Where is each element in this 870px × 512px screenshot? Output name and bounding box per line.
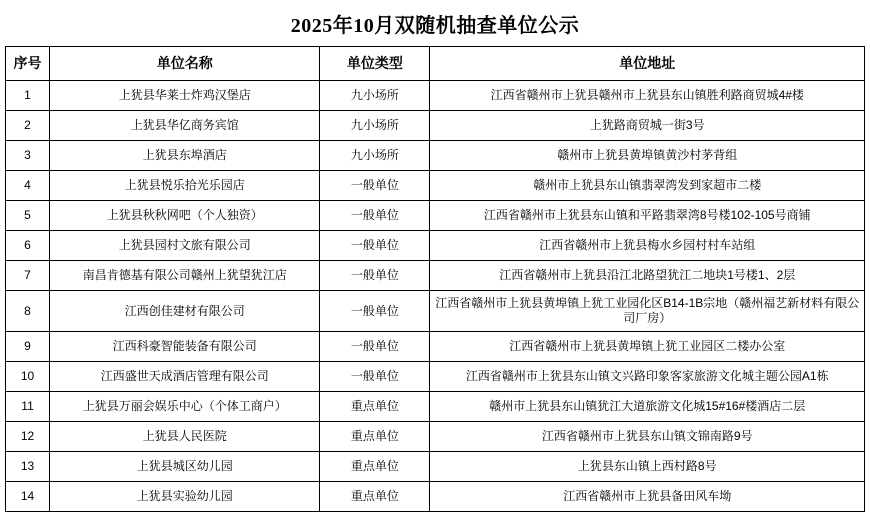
cell-index: 13 bbox=[6, 452, 50, 482]
cell-unit-type: 一般单位 bbox=[320, 171, 430, 201]
cell-index: 4 bbox=[6, 171, 50, 201]
cell-unit-name: 江西盛世天成酒店管理有限公司 bbox=[50, 362, 320, 392]
cell-unit-name: 上犹县东埠酒店 bbox=[50, 141, 320, 171]
cell-index: 11 bbox=[6, 392, 50, 422]
cell-unit-name: 上犹县园村文旅有限公司 bbox=[50, 231, 320, 261]
cell-unit-address: 赣州市上犹县黄埠镇黄沙村茅背组 bbox=[430, 141, 865, 171]
cell-unit-name: 上犹县秋秋网吧（个人独资） bbox=[50, 201, 320, 231]
column-header-address: 单位地址 bbox=[430, 47, 865, 81]
cell-unit-address: 江西省赣州市上犹县沿江北路望犹江二地块1号楼1、2层 bbox=[430, 261, 865, 291]
cell-index: 2 bbox=[6, 111, 50, 141]
cell-unit-address: 江西省赣州市上犹县东山镇文兴路印象客家旅游文化城主题公园A1栋 bbox=[430, 362, 865, 392]
cell-index: 7 bbox=[6, 261, 50, 291]
cell-index: 6 bbox=[6, 231, 50, 261]
cell-unit-address: 江西省赣州市上犹县备田风车坳 bbox=[430, 482, 865, 512]
cell-unit-type: 重点单位 bbox=[320, 422, 430, 452]
table-row bbox=[6, 171, 865, 201]
cell-unit-name: 江西科豪智能装备有限公司 bbox=[50, 332, 320, 362]
cell-unit-type: 九小场所 bbox=[320, 141, 430, 171]
table-row bbox=[6, 261, 865, 291]
cell-unit-address: 江西省赣州市上犹县东山镇文锦南路9号 bbox=[430, 422, 865, 452]
cell-unit-name: 上犹县华亿商务宾馆 bbox=[50, 111, 320, 141]
cell-index: 14 bbox=[6, 482, 50, 512]
cell-unit-address: 赣州市上犹县东山镇犹江大道旅游文化城15#16#楼酒店二层 bbox=[430, 392, 865, 422]
cell-index: 5 bbox=[6, 201, 50, 231]
cell-unit-name: 上犹县悦乐拾光乐园店 bbox=[50, 171, 320, 201]
cell-unit-name: 上犹县城区幼儿园 bbox=[50, 452, 320, 482]
cell-unit-name: 南昌肯德基有限公司赣州上犹望犹江店 bbox=[50, 261, 320, 291]
cell-unit-type: 一般单位 bbox=[320, 332, 430, 362]
table-header-row bbox=[6, 47, 865, 81]
cell-unit-address: 上犹县东山镇上西村路8号 bbox=[430, 452, 865, 482]
cell-index: 12 bbox=[6, 422, 50, 452]
table-row bbox=[6, 201, 865, 231]
cell-index: 1 bbox=[6, 81, 50, 111]
cell-index: 9 bbox=[6, 332, 50, 362]
cell-index: 3 bbox=[6, 141, 50, 171]
cell-unit-address: 赣州市上犹县东山镇翡翠湾发到家超市二楼 bbox=[430, 171, 865, 201]
cell-unit-address: 江西省赣州市上犹县黄埠镇上犹工业园化区B14-1B宗地（赣州福艺新材料有限公司厂房） bbox=[430, 291, 865, 332]
cell-unit-name: 上犹县实验幼儿园 bbox=[50, 482, 320, 512]
table-row bbox=[6, 332, 865, 362]
cell-unit-type: 一般单位 bbox=[320, 261, 430, 291]
cell-unit-type: 重点单位 bbox=[320, 392, 430, 422]
cell-unit-type: 一般单位 bbox=[320, 231, 430, 261]
cell-unit-name: 上犹县人民医院 bbox=[50, 422, 320, 452]
cell-unit-type: 重点单位 bbox=[320, 482, 430, 512]
column-header-type: 单位类型 bbox=[320, 47, 430, 81]
cell-unit-type: 九小场所 bbox=[320, 111, 430, 141]
column-header-name: 单位名称 bbox=[50, 47, 320, 81]
table-row bbox=[6, 291, 865, 332]
cell-unit-name: 江西创佳建材有限公司 bbox=[50, 291, 320, 332]
table-row bbox=[6, 231, 865, 261]
cell-unit-address: 江西省赣州市上犹县赣州市上犹县东山镇胜利路商贸城4#楼 bbox=[430, 81, 865, 111]
column-header-index: 序号 bbox=[6, 47, 50, 81]
cell-unit-name: 上犹县华莱士炸鸡汉堡店 bbox=[50, 81, 320, 111]
cell-unit-address: 上犹路商贸城一街3号 bbox=[430, 111, 865, 141]
cell-unit-address: 江西省赣州市上犹县东山镇和平路翡翠湾8号楼102-105号商铺 bbox=[430, 201, 865, 231]
table-row bbox=[6, 81, 865, 111]
table-row bbox=[6, 362, 865, 392]
cell-unit-type: 九小场所 bbox=[320, 81, 430, 111]
cell-unit-name: 上犹县万丽会娱乐中心（个体工商户） bbox=[50, 392, 320, 422]
table-row bbox=[6, 111, 865, 141]
table-row bbox=[6, 452, 865, 482]
cell-index: 8 bbox=[6, 291, 50, 332]
cell-unit-type: 一般单位 bbox=[320, 362, 430, 392]
cell-unit-address: 江西省赣州市上犹县梅水乡园村村车站组 bbox=[430, 231, 865, 261]
table-row bbox=[6, 141, 865, 171]
cell-unit-type: 重点单位 bbox=[320, 452, 430, 482]
cell-unit-type: 一般单位 bbox=[320, 201, 430, 231]
table-row bbox=[6, 422, 865, 452]
inspection-units-table bbox=[5, 46, 865, 512]
cell-unit-type: 一般单位 bbox=[320, 291, 430, 332]
table-row bbox=[6, 482, 865, 512]
table-row bbox=[6, 392, 865, 422]
cell-index: 10 bbox=[6, 362, 50, 392]
page-title: 2025年10月双随机抽查单位公示 bbox=[290, 15, 580, 37]
cell-unit-address: 江西省赣州市上犹县黄埠镇上犹工业园区二楼办公室 bbox=[430, 332, 865, 362]
